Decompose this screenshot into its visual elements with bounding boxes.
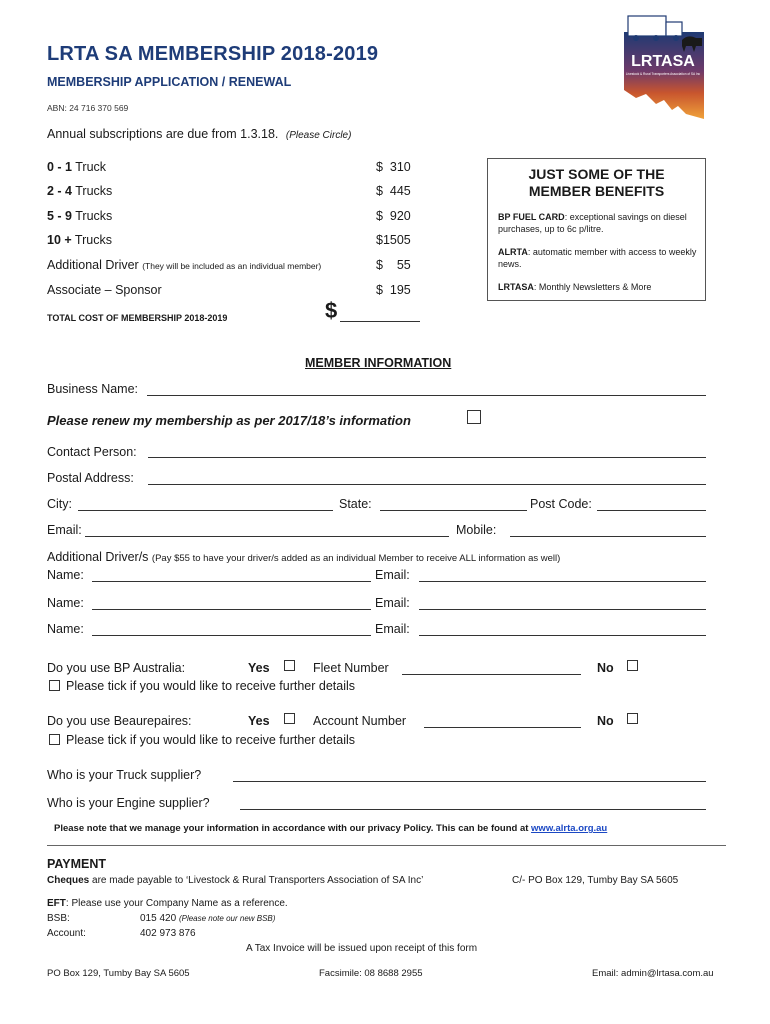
sub-row-price-0[interactable]: $ 310 bbox=[376, 160, 411, 174]
beaurepaires-details-label: Please tick if you would like to receive further details bbox=[66, 733, 356, 747]
sub-row-label-1[interactable]: 2 - 4 Trucks bbox=[47, 184, 113, 198]
post-code-label: Post Code: bbox=[530, 497, 592, 511]
driver-email-label-1: Email: bbox=[375, 568, 410, 582]
lrtasa-logo bbox=[616, 14, 706, 119]
bsb-label: BSB: bbox=[47, 913, 70, 924]
total-dollar-symbol: $ bbox=[325, 298, 338, 323]
driver-name-label-1: Name: bbox=[47, 568, 84, 582]
account-value: 402 973 876 bbox=[140, 928, 196, 939]
city-label: City: bbox=[47, 497, 72, 511]
additional-driver-label[interactable]: Additional Driver (They will be included as an individual member) bbox=[47, 258, 322, 272]
driver-email-field-1[interactable] bbox=[419, 581, 706, 582]
sub-row-label-3[interactable]: 10 + Trucks bbox=[47, 233, 112, 247]
driver-name-label-2: Name: bbox=[47, 596, 84, 610]
bp-question: Do you use BP Australia: bbox=[47, 661, 186, 675]
city-field[interactable] bbox=[78, 510, 333, 511]
driver-name-label-3: Name: bbox=[47, 622, 84, 636]
contact-person-field[interactable] bbox=[148, 457, 706, 458]
sub-row-price-2[interactable]: $ 920 bbox=[376, 209, 411, 223]
state-field[interactable] bbox=[380, 510, 527, 511]
renew-membership-label: Please renew my membership as per 2017/18’s information bbox=[47, 413, 411, 428]
member-benefits-box bbox=[487, 158, 706, 301]
total-cost-label: TOTAL COST OF MEMBERSHIP 2018-2019 bbox=[47, 313, 228, 323]
logo-tagline: Livestock & Rural Transporters Association of SA Inc bbox=[625, 72, 701, 76]
bsb-value: 015 420 (Please note our new BSB) bbox=[140, 913, 276, 924]
footer-facsimile: Facsimile: 08 8688 2955 bbox=[319, 968, 423, 979]
additional-driver-price[interactable]: $ 55 bbox=[376, 258, 411, 272]
cheques-text: Cheques are made payable to ‘Livestock & Rural Transporters Association of SA Inc’ bbox=[47, 875, 424, 886]
page-subtitle: MEMBERSHIP APPLICATION / RENEWAL bbox=[47, 75, 292, 89]
associate-price[interactable]: $ 195 bbox=[376, 283, 411, 297]
bp-no-label: No bbox=[597, 661, 614, 675]
business-name-field[interactable] bbox=[147, 395, 706, 396]
additional-drivers-label: Additional Driver/s (Pay $55 to have your driver/s added as an individual Member to receive ALL information as well) bbox=[47, 550, 561, 564]
tax-invoice-note: A Tax Invoice will be issued upon receipt of this form bbox=[246, 943, 478, 954]
sub-row-label-0[interactable]: 0 - 1 Truck bbox=[47, 160, 107, 174]
beaurepaires-question: Do you use Beaurepaires: bbox=[47, 714, 192, 728]
footer-email: Email: admin@lrtasa.com.au bbox=[592, 968, 714, 979]
sub-row-price-3[interactable]: $1505 bbox=[376, 233, 411, 247]
truck-supplier-field[interactable] bbox=[233, 781, 706, 782]
state-label: State: bbox=[339, 497, 372, 511]
mobile-field[interactable] bbox=[510, 536, 706, 537]
beaurepaires-no-label: No bbox=[597, 714, 614, 728]
engine-supplier-field[interactable] bbox=[240, 809, 706, 810]
postal-address-field[interactable] bbox=[148, 484, 706, 485]
benefit-alrta: ALRTA: automatic member with access to weekly news. bbox=[498, 247, 697, 269]
subscription-intro-text: Annual subscriptions are due from 1.3.18. bbox=[47, 127, 279, 141]
section-divider bbox=[47, 845, 726, 846]
associate-label[interactable]: Associate – Sponsor bbox=[47, 283, 162, 297]
email-field[interactable] bbox=[85, 536, 449, 537]
cheques-address: C/- PO Box 129, Tumby Bay SA 5605 bbox=[512, 875, 679, 886]
privacy-note: Please note that we manage your information in accordance with our privacy Policy. This can be found at www.alrta.org.au bbox=[54, 823, 608, 834]
driver-name-field-3[interactable] bbox=[92, 635, 371, 636]
account-label: Account: bbox=[47, 928, 86, 939]
abn-number: ABN: 24 716 370 569 bbox=[47, 103, 129, 113]
benefits-title: JUST SOME OF THE MEMBER BENEFITS bbox=[528, 166, 665, 199]
subscription-intro bbox=[47, 127, 351, 141]
privacy-policy-link[interactable]: www.alrta.org.au bbox=[531, 823, 608, 834]
fleet-number-label: Fleet Number bbox=[313, 661, 389, 675]
post-code-field[interactable] bbox=[597, 510, 706, 511]
driver-email-field-3[interactable] bbox=[419, 635, 706, 636]
bp-no-checkbox[interactable] bbox=[627, 660, 638, 671]
eft-text: EFT: Please use your Company Name as a reference. bbox=[47, 898, 288, 909]
footer-address: PO Box 129, Tumby Bay SA 5605 bbox=[47, 968, 190, 979]
bp-details-checkbox[interactable] bbox=[49, 680, 60, 691]
benefit-lrtasa: LRTASA: Monthly Newsletters & More bbox=[498, 282, 652, 292]
driver-email-label-2: Email: bbox=[375, 596, 410, 610]
beaurepaires-details-checkbox[interactable] bbox=[49, 734, 60, 745]
driver-name-field-1[interactable] bbox=[92, 581, 371, 582]
beaurepaires-no-checkbox[interactable] bbox=[627, 713, 638, 724]
engine-supplier-label: Who is your Engine supplier? bbox=[47, 796, 210, 810]
sub-row-price-1[interactable]: $ 445 bbox=[376, 184, 411, 198]
bp-details-label: Please tick if you would like to receive further details bbox=[66, 679, 356, 693]
driver-email-label-3: Email: bbox=[375, 622, 410, 636]
renew-membership-checkbox[interactable] bbox=[467, 410, 481, 424]
email-label: Email: bbox=[47, 523, 82, 537]
page-title: LRTA SA MEMBERSHIP 2018-2019 bbox=[47, 43, 379, 65]
total-cost-field[interactable] bbox=[340, 321, 420, 322]
member-info-heading: MEMBER INFORMATION bbox=[305, 356, 452, 370]
beaurepaires-yes-checkbox[interactable] bbox=[284, 713, 295, 724]
account-number-label: Account Number bbox=[313, 714, 407, 728]
please-circle-note: (Please Circle) bbox=[285, 130, 352, 141]
bp-yes-checkbox[interactable] bbox=[284, 660, 295, 671]
sub-row-label-2[interactable]: 5 - 9 Trucks bbox=[47, 209, 113, 223]
truck-supplier-label: Who is your Truck supplier? bbox=[47, 768, 202, 782]
mobile-label: Mobile: bbox=[456, 523, 497, 537]
logo-text: LRTASA bbox=[631, 53, 695, 70]
account-number-field[interactable] bbox=[424, 727, 581, 728]
driver-name-field-2[interactable] bbox=[92, 609, 371, 610]
bp-yes-label: Yes bbox=[248, 661, 270, 675]
postal-address-label: Postal Address: bbox=[47, 471, 134, 485]
driver-email-field-2[interactable] bbox=[419, 609, 706, 610]
fleet-number-field[interactable] bbox=[402, 674, 581, 675]
payment-heading: PAYMENT bbox=[47, 857, 107, 871]
beaurepaires-yes-label: Yes bbox=[248, 714, 270, 728]
contact-person-label: Contact Person: bbox=[47, 445, 137, 459]
business-name-label: Business Name: bbox=[47, 382, 139, 396]
benefit-bp-fuel-card: BP FUEL CARD: exceptional savings on diesel purchases, up to 6c p/litre. bbox=[498, 212, 687, 234]
